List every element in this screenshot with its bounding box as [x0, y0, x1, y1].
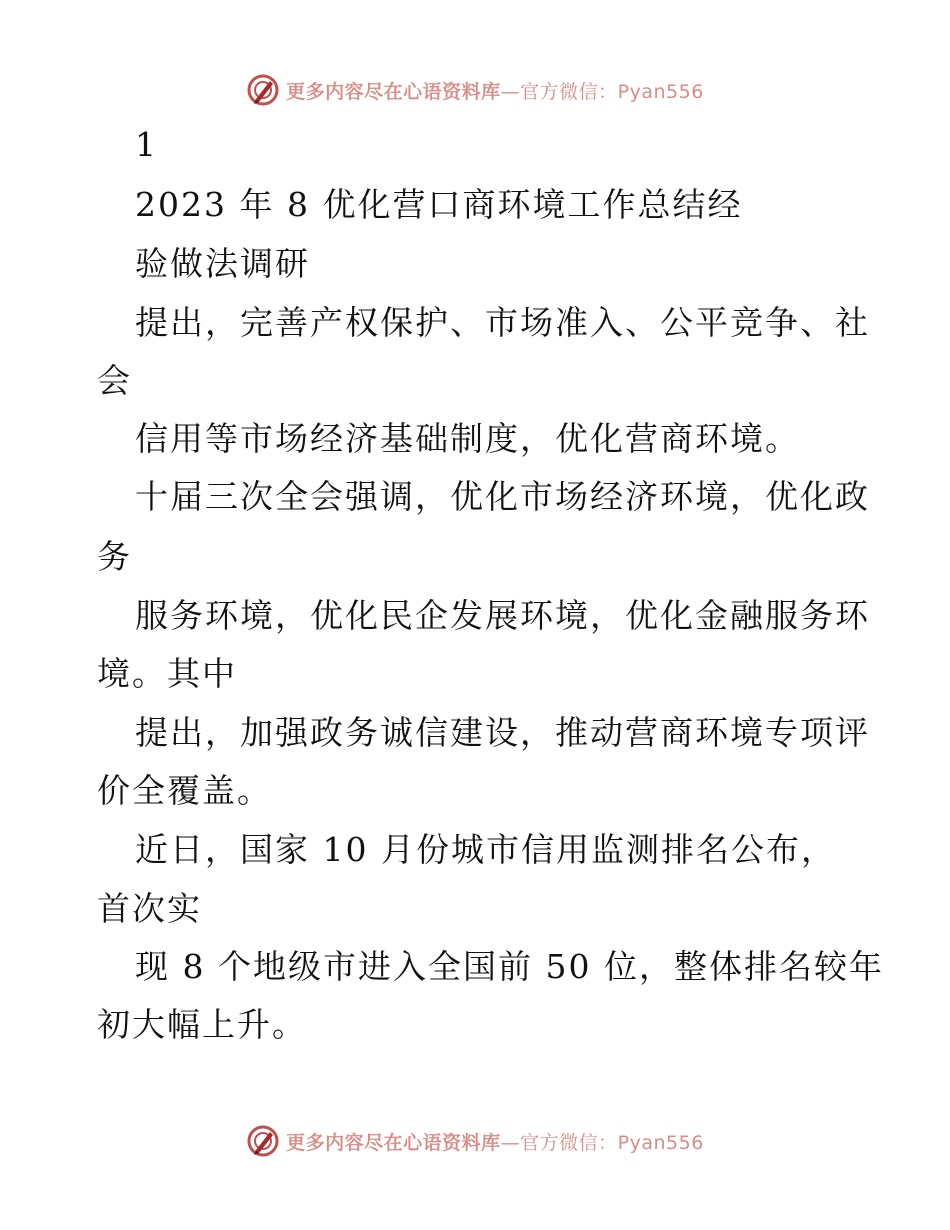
watermark-main-text: 更多内容尽在心语资料库: [286, 80, 501, 103]
pen-logo-icon: [246, 1124, 280, 1158]
paragraph-line: 首次实: [97, 889, 202, 928]
paragraph-line: 提出，加强政务诚信建设，推动营商环境专项评: [135, 713, 870, 752]
watermark-text: [286, 77, 704, 104]
paragraph-line: 十届三次全会强调，优化市场经济环境，优化政: [135, 477, 870, 516]
paragraph-line: 务: [97, 537, 132, 576]
watermark-wechat-id: 官方微信：Pyan556: [520, 80, 704, 103]
paragraph-line: 信用等市场经济基础制度，优化营商环境。: [135, 419, 800, 458]
paragraph-line: 提出，完善产权保护、市场准入、公平竞争、社: [135, 303, 870, 342]
paragraph-line: 近日，国家 10 月份城市信用监测排名公布，: [135, 830, 836, 869]
watermark-separator: —: [500, 80, 521, 103]
title-line-1: 2023 年 8 优化营口商环境工作总结经: [135, 185, 743, 224]
watermark-separator: —: [500, 1131, 521, 1154]
paragraph-line: 会: [97, 361, 132, 400]
title-line-2: 验做法调研: [135, 244, 310, 283]
paragraph-line: 境。其中: [97, 654, 237, 693]
paragraph-line: 现 8 个地级市进入全国前 50 位，整体排名较年: [135, 947, 884, 986]
watermark-wechat-id: 官方微信：Pyan556: [520, 1131, 704, 1154]
paragraph-line: 价全覆盖。: [97, 771, 272, 810]
page-number: 1: [135, 125, 158, 164]
watermark-main-text: 更多内容尽在心语资料库: [286, 1131, 501, 1154]
paragraph-line: 服务环境，优化民企发展环境，优化金融服务环: [135, 596, 870, 635]
pen-logo-icon: [246, 73, 280, 107]
watermark-header: [0, 70, 950, 110]
watermark-footer: [0, 1121, 950, 1161]
paragraph-line: 初大幅上升。: [97, 1005, 307, 1044]
watermark-text: [286, 1128, 704, 1155]
